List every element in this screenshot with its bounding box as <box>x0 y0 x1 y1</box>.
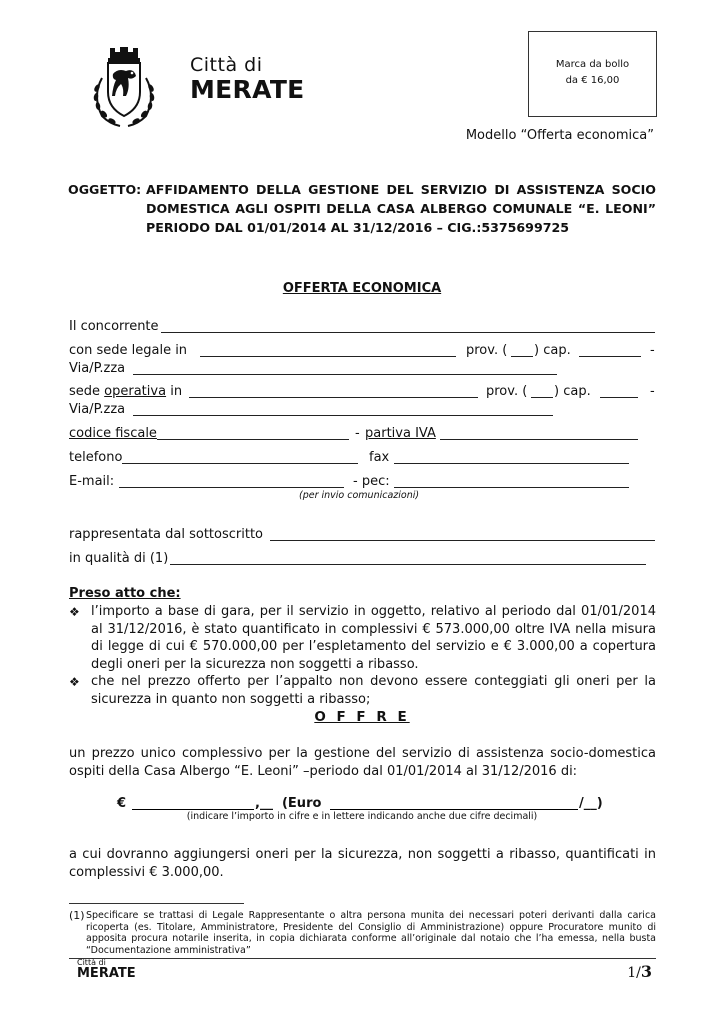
footnote-marker: (1) <box>69 909 85 922</box>
tax-stamp-box <box>528 31 657 117</box>
telefono-field[interactable] <box>122 463 358 464</box>
prov-field[interactable] <box>511 356 533 357</box>
cap-label-2: ) cap. <box>554 384 591 399</box>
partiva-separator: - <box>355 426 360 441</box>
document-title: OFFERTA ECONOMICA <box>282 281 442 296</box>
sede-operativa-label <box>69 384 182 399</box>
via-legale-field[interactable] <box>133 374 557 375</box>
pec-note: (per invio comunicazioni) <box>299 490 420 501</box>
sede-legale-field[interactable] <box>200 356 456 357</box>
dash-separator: - <box>650 343 655 358</box>
fax-field[interactable] <box>394 463 629 464</box>
page-number <box>627 962 652 981</box>
via-label: Via/P.zza <box>69 361 126 376</box>
sede-operativa-field[interactable] <box>189 397 478 398</box>
euro-symbol: € <box>117 796 127 811</box>
city-logo-text <box>190 56 305 102</box>
cap-label: ) cap. <box>534 343 571 358</box>
email-label: E-mail: <box>69 474 115 489</box>
subject-label: OGGETTO: <box>68 182 142 197</box>
footnote-text: Specificare se trattasi di Legale Rappresentante o altra persona munita dei necessari poteri derivanti dalla carica ricoperta (es. Titolare, Amministratore, Presidente del Consiglio di Amministrazione) oppure Procuratore munito di apposita procura notarile inserita, in copia dichiarata conforme all’originale dal notaio che l’ha emessa, nella busta “Documentazione amministrativa” <box>86 910 656 956</box>
importo-end: /__) <box>579 796 603 811</box>
city-crest-logo <box>88 44 160 130</box>
prov-label-2: prov. ( <box>486 384 528 399</box>
pec-label: - pec: <box>353 474 390 489</box>
codice-fiscale-field[interactable] <box>157 439 349 440</box>
sede-legale-label: con sede legale in <box>69 343 188 358</box>
fax-label: fax <box>369 450 390 465</box>
logo-line1: Città di <box>190 54 263 76</box>
footnote-rule <box>69 903 244 904</box>
prezzo-paragraph: un prezzo unico complessivo per la gestione del servizio di assistenza socio-domestica ospiti della Casa Albergo “E. Leoni” –periodo dal 01/01/2014 al 31/12/2016 di: <box>69 746 656 779</box>
rappresentata-label: rappresentata dal sottoscritto <box>69 527 264 542</box>
qualita-label: in qualità di (1) <box>69 551 169 566</box>
preso-atto-heading: Preso atto che: <box>69 586 181 601</box>
importo-mid: ,__ (Euro <box>255 796 322 811</box>
telefono-label: telefono <box>69 450 123 465</box>
sede-word: sede <box>69 384 101 399</box>
importo-note: (indicare l’importo in cifre e in lettere indicando anche due cifre decimali) <box>186 811 538 822</box>
oneri-paragraph: a cui dovranno aggiungersi oneri per la sicurezza, non soggetti a ribasso, quantificati in complessivi € 3.000,00. <box>69 847 656 880</box>
cap-field-2[interactable] <box>600 397 638 398</box>
dotted-separator <box>69 874 656 882</box>
form-model-label: Modello “Offerta economica” <box>465 128 654 143</box>
diamond-bullet-icon: ❖ <box>69 605 80 619</box>
rappresentata-field[interactable] <box>270 540 655 541</box>
concorrente-label: Il concorrente <box>69 319 159 334</box>
prov-label: prov. ( <box>466 343 508 358</box>
diamond-bullet-icon: ❖ <box>69 675 80 689</box>
footer-logo <box>77 959 136 980</box>
preso-atto-item-1: l’importo a base di gara, per il servizio in oggetto, relativo al periodo dal 01/01/2014 al 31/12/2016, è stato quantificato in complessivi € 573.000,00 oltre IVA nella misura di legge di cui € 570.000,00 per l’espletamento del servizio e € 3.000,00 a copertura degli oneri per la sicurezza non soggetti a ribasso. <box>91 604 656 672</box>
logo-line2: MERATE <box>190 75 305 104</box>
partiva-label: partiva IVA <box>365 426 436 441</box>
offre-heading: O F F R E <box>314 709 410 725</box>
operativa-word: operativa <box>104 384 167 399</box>
preso-atto-item-2: che nel prezzo offerto per l’appalto non devono essere conteggiati gli oneri per la sicurezza in quanto non soggetti a ribasso; <box>91 674 656 707</box>
concorrente-field[interactable] <box>161 332 655 333</box>
stamp-line1: Marca da bollo <box>555 59 630 70</box>
footer-logo-line2: MERATE <box>77 966 136 981</box>
subject-text: AFFIDAMENTO DELLA GESTIONE DEL SERVIZIO DI ASSISTENZA SOCIO DOMESTICA AGLI OSPITI DELLA CASA ALBERGO COMUNALE “E. LEONI” PERIODO DAL 01/01/2014 AL 31/12/2016 – CIG.:5375699725 <box>146 182 656 235</box>
via-label-2: Via/P.zza <box>69 402 126 417</box>
in-word: in <box>170 384 183 399</box>
stamp-line2: da € 16,00 <box>565 75 620 86</box>
qualita-field[interactable] <box>170 564 646 565</box>
page-current: 1/ <box>627 965 641 981</box>
importo-lettere-field[interactable] <box>330 809 578 810</box>
pec-field[interactable] <box>394 487 629 488</box>
dash-separator-2: - <box>650 384 655 399</box>
via-operativa-field[interactable] <box>133 415 553 416</box>
partiva-field[interactable] <box>440 439 638 440</box>
prov-field-2[interactable] <box>531 397 553 398</box>
footer-rule <box>69 958 656 959</box>
importo-cifre-field[interactable] <box>132 809 254 810</box>
email-field[interactable] <box>119 487 344 488</box>
page-total: 3 <box>640 962 652 981</box>
footer-logo-line1: Città di <box>77 958 106 967</box>
codice-fiscale-label: codice fiscale <box>69 426 157 441</box>
cap-field[interactable] <box>579 356 641 357</box>
